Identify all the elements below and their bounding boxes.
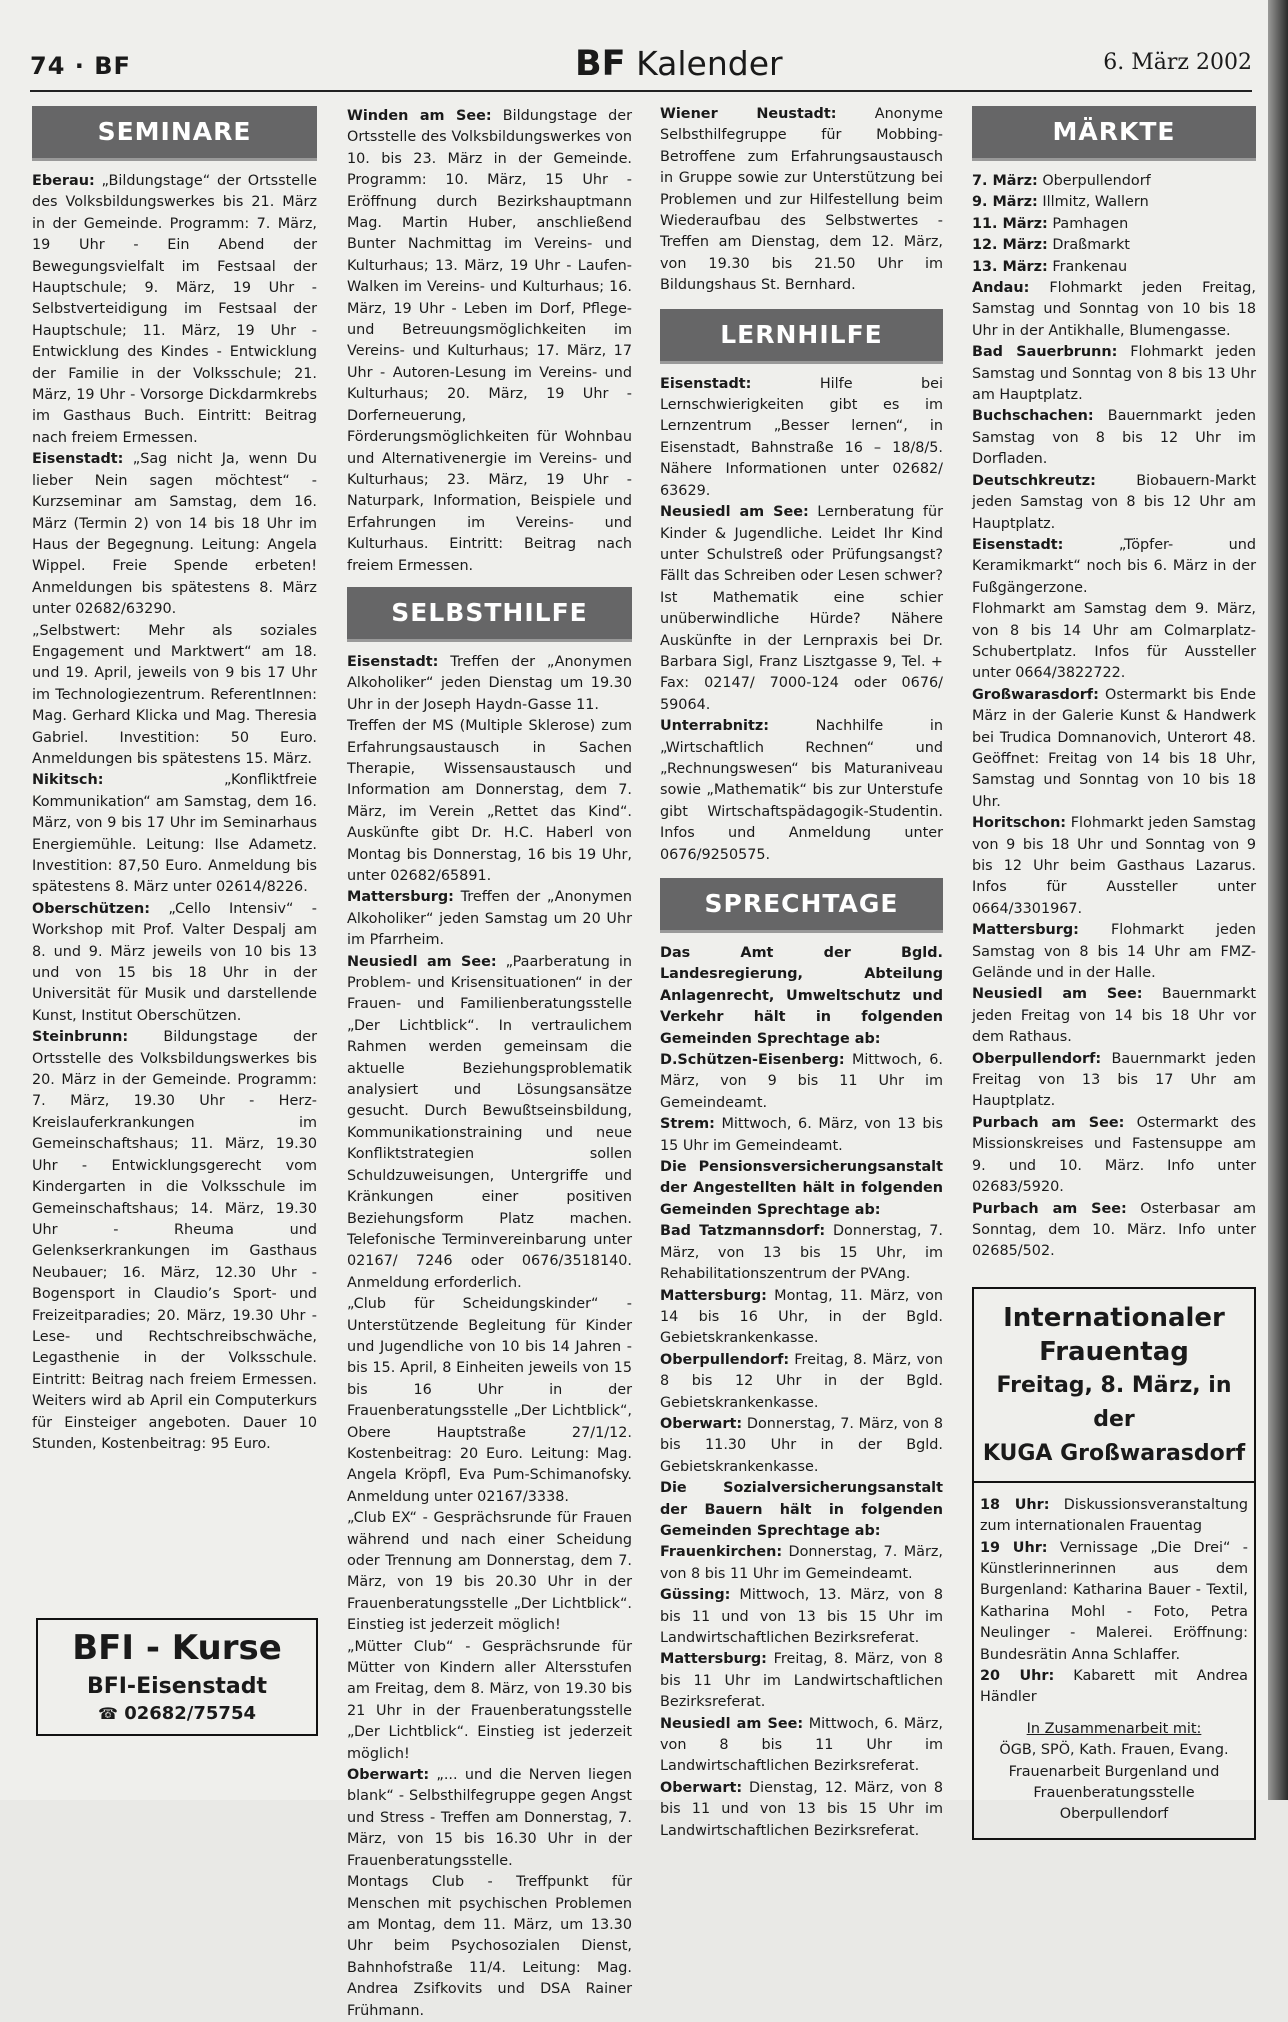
entry — [660, 1114, 943, 1157]
entry — [972, 920, 1256, 984]
entry-place: Großwarasdorf: — [972, 686, 1099, 703]
entry-place: Nikitsch: — [32, 772, 104, 789]
entry — [660, 1286, 943, 1350]
entry-place: Buchschachen: — [972, 408, 1094, 425]
entry — [32, 899, 317, 1027]
entry-place: Horitschon: — [972, 815, 1067, 832]
entry — [660, 1350, 943, 1414]
entry — [660, 1585, 943, 1649]
program-item — [980, 1495, 1248, 1538]
seminare-continued — [347, 106, 632, 577]
entry — [660, 1542, 943, 1585]
entry — [347, 652, 632, 716]
entry — [972, 1199, 1256, 1263]
entry-text: Bildungstage der Ortsstelle des Volksbildungswerkes von 10. bis 23. März in der Gemeinde. Programm: 10. März, 15 Uhr - Eröffnung durch Bezirkshauptmann Mag. Martin Huber, anschließend Bunter Nachmittag im Vereins- und Kulturhaus; 13. März, 19 Uhr - Laufen-Walken im Vereins- und Kulturhaus; 16. März, 19 Uhr - Leben im Dorf, Pflege- und Betreuungsmöglichkeiten im Vereins- und Kulturhaus; 17. März, 17 Uhr - Autoren-Lesung im Vereins- und Kulturhaus; 20. März, 19 Uhr - Dorferneuerung, Förderungsmöglichkeiten für Wohnbau und Alternativenergie im Vereins- und Kulturhaus; 23. März, 19 Uhr - Naturpark, Information, Beispiele und Erfahrungen im Vereins- und Kulturhaus. Eintritt: Beitrag nach freiem Ermessen. — [347, 108, 632, 574]
market-date: 12. März: — [972, 237, 1048, 254]
entry — [660, 374, 943, 502]
column-1 — [32, 104, 317, 1455]
maerkte-dates — [972, 171, 1256, 278]
entry — [660, 716, 943, 866]
selbsthilfe-list — [347, 652, 632, 2022]
market-date: 7. März: — [972, 173, 1038, 189]
bfi-ad-box — [36, 1618, 318, 1736]
column-3 — [660, 104, 943, 1842]
issue-date: 6. März 2002 — [1103, 50, 1252, 75]
entry — [32, 449, 317, 620]
program-item — [980, 1666, 1248, 1709]
entry-text: Flohmarkt jeden Samstag und Sonntag von 8 bis 13 Uhr am Hauptplatz. — [972, 344, 1256, 404]
entry-text: „Selbstwert: Mehr als soziales Engagement und Marktwert“ am 18. und 19. April, jeweils von 9 bis 17 Uhr im Technologiezentrum. ReferentInnen: Mag. Gerhard Klicka und Mag. Theresia Gabriel. Investition: 50 Euro. Anmeldungen bis spätestens 15. März. — [32, 622, 317, 767]
market-date: 11. März: — [972, 215, 1048, 232]
entry-text: Flohmarkt am Samstag dem 9. März, von 8 bis 14 Uhr am Colmarplatz-Schubertplatz. Infos für Aussteller unter 0664/3822722. — [972, 601, 1256, 682]
entry-place: Winden am See: — [347, 108, 492, 124]
frauentag-title: Internationaler Frauentag — [1003, 1302, 1225, 1367]
entry — [660, 1050, 943, 1114]
entry — [347, 106, 632, 577]
entry-place: Unterrabnitz: — [660, 718, 769, 735]
entry-text: Bildungstage der Ortsstelle des Volksbildungswerkes bis 20. März in der Gemeinde. Programm: 7. März, 19.30 Uhr - Herz-Kreislauferkrankungen im Gemeinschaftshaus; 11. März, 19.30 Uhr - Entwicklungsgerecht vom Kindergarten in die Volksschule im Gemeinschaftshaus; 14. März, 19.30 Uhr - Rheuma und Gelenkserkrankungen im Gasthaus Neubauer; 16. März, 12.30 Uhr - Bogensport in Claudio’s Sport- und Freizeitparadies; 20. März, 19.30 Uhr - Lese- und Rechtschreibschwäche, Legasthenie in der Volksschule. Eintritt: Beitrag nach freiem Ermessen. Weiters wird ab April ein Computerkurs für Einsteiger angeboten. Dauer 10 Stunden, Kostenbeitrag: 95 Euro. — [32, 1029, 317, 1452]
selbsthilfe-continued — [660, 104, 943, 297]
entry-place: Eisenstadt: — [32, 451, 124, 468]
entry-text: Donnerstag, 7. März, von 13 bis 15 Uhr, im Rehabilitationszentrum der PVAng. — [660, 1223, 943, 1283]
entry-text: „Cello Intensiv“ - Workshop mit Prof. Valter Despalj am 8. und 9. März jeweils von 10 bis 13 und von 15 bis 18 Uhr in der Universität für Musik und darstellende Kunst, Institut Oberschützen. — [32, 900, 317, 1024]
seminare-list — [32, 171, 317, 1455]
market-date-item — [972, 192, 1256, 213]
frauentag-place: KUGA Großwarasdorf — [982, 1440, 1246, 1466]
entry-place: Mattersburg: — [660, 1287, 767, 1304]
entry-text: Flohmarkt jeden Samstag von 9 bis 18 Uhr und Sonntag von 9 bis 12 Uhr beim Gasthaus Lazarus. Infos für Aussteller unter 0664/3301967. — [972, 815, 1256, 917]
entry-place: Strem: — [660, 1116, 715, 1133]
maerkte-heading: MÄRKTE — [972, 106, 1256, 161]
program-item — [980, 1538, 1248, 1666]
page-title — [575, 44, 783, 84]
entry — [347, 887, 632, 951]
market-town: Frankenau — [1047, 258, 1128, 275]
entry-text: Bauernmarkt jeden Samstag von 8 bis 12 Uhr im Dorfladen. — [972, 408, 1256, 468]
entry-text: Donnerstag, 7. März, von 8 bis 11.30 Uhr in der Bgld. Gebietskrankenkasse. — [660, 1415, 944, 1475]
telephone-icon: ☎ — [97, 1704, 118, 1723]
entry-text: Montags Club - Treffpunkt für Menschen mit psychischen Problemen am Montag, dem 11. März, um 13.30 Uhr beim Psychosozialen Dienst, Bahnhofstraße 11/4. Leitung: Mag. Andrea Zsifkovits und DSA Rainer Frühmann. — [347, 1874, 632, 2019]
entry — [347, 716, 632, 887]
frauentag-program — [974, 1481, 1254, 1838]
lernhilfe-list — [660, 374, 943, 866]
entry — [972, 984, 1256, 1048]
program-time: 18 Uhr: — [980, 1496, 1050, 1513]
entry — [660, 1778, 943, 1842]
entry-place: Mattersburg: — [347, 889, 454, 906]
frauentag-coop — [980, 1719, 1248, 1826]
entry-intro: Das Amt der Bgld. Landesregierung, Abteilung Anlagenrecht, Umweltschutz und Verkehr hält in folgenden Gemeinden Sprechtage ab: — [660, 945, 943, 1047]
entry-place: Purbach am See: — [972, 1114, 1125, 1131]
entry — [972, 278, 1256, 342]
entry — [347, 952, 632, 1295]
entry-text: Bauernmarkt jeden Freitag von 13 bis 17 Uhr am Hauptplatz. — [972, 1050, 1256, 1110]
entry — [32, 1027, 317, 1455]
entry-text: „Konfliktfreie Kommunikation“ am Samstag, dem 16. März, von 9 bis 17 Uhr im Seminarhaus Energiemühle. Leitung: Ilse Adametz. Investition: 87,50 Euro. Anmeldung bis spätestens 8. März unter 02614/8226. — [32, 772, 317, 896]
entry-place: Bad Sauerbrunn: — [972, 344, 1118, 361]
entry — [660, 1414, 943, 1478]
entry — [347, 1508, 632, 1636]
entry-place: Eberau: — [32, 173, 95, 189]
entry — [972, 471, 1256, 535]
entry — [972, 599, 1256, 685]
entry-text: Mittwoch, 6. März, von 8 bis 11 Uhr im Landwirtschaftlichen Bezirksreferat. — [660, 1715, 943, 1775]
seminare-heading: SEMINARE — [32, 106, 317, 161]
entry-text: Donnerstag, 7. März, von 8 bis 11 Uhr im Gemeindeamt. — [660, 1544, 943, 1582]
entry-place: Mattersburg: — [972, 922, 1079, 939]
entry-text: Mittwoch, 6. März, von 13 bis 15 Uhr im Gemeindeamt. — [660, 1116, 943, 1154]
entry-text: „Club für Scheidungskinder“ - Unterstützende Begleitung für Kinder und Jugendliche von 10 bis 14 Jahren - bis 15. April, 8 Einheiten jeweils von 15 bis 16 Uhr in der Frauenberatungsstelle „Der Lichtblick“, Obere Hauptstraße 27/1/12. Kostenbeitrag: 20 Euro. Leitung: Mag. Angela Kröpfl, Eva Pum-Schimanofsky. Anmeldung unter 02167/3338. — [347, 1296, 632, 1505]
entry — [972, 685, 1256, 813]
entry-place: Oberpullendorf: — [660, 1351, 790, 1368]
page-edge-shadow — [1268, 0, 1288, 1800]
entry-place: Oberschützen: — [32, 900, 150, 917]
entry-place: Andau: — [972, 280, 1030, 297]
entry — [660, 1649, 943, 1713]
entry — [660, 104, 943, 297]
bfi-phone-number: 02682/75754 — [124, 1703, 257, 1724]
section-label: Kalender — [636, 44, 783, 83]
entry-intro: Die Pensionsversicherungsanstalt der Angestellten hält in folgenden Gemeinden Sprechtage ab: — [660, 1159, 943, 1218]
column-4 — [972, 104, 1256, 1840]
entry-intro: Die Sozialversicherungsanstalt der Bauern hält in folgenden Gemeinden Sprechtage ab: — [660, 1480, 943, 1539]
frauentag-box — [972, 1287, 1256, 1840]
sprechtage-heading: SPRECHTAGE — [660, 878, 943, 933]
entry-place: Neusiedl am See: — [660, 1715, 804, 1732]
entry-text: Freitag, 8. März, von 8 bis 11 Uhr im Landwirtschaftlichen Bezirksreferat. — [660, 1651, 943, 1711]
entry-place: Güssing: — [660, 1587, 731, 1604]
bfi-title: BFI - Kurse — [72, 1628, 282, 1668]
entry — [972, 342, 1256, 406]
column-2 — [347, 106, 632, 2022]
page-number: 74 · BF — [30, 52, 131, 80]
program-time: 20 Uhr: — [980, 1667, 1055, 1684]
entry-text: Ostermarkt bis Ende März in der Galerie Kunst & Handwerk bei Trudica Domnanovich, Unterort 48. Geöffnet: Freitag von 14 bis 18 Uhr, Samstag und Sonntag von 10 bis 18 Uhr. — [972, 686, 1257, 810]
entry — [660, 1478, 943, 1542]
entry-text: Treffen der „Anonymen Alkoholiker“ jeden Dienstag um 19.30 Uhr in der Joseph Haydn-Gasse 11. — [347, 653, 632, 713]
entry-text: Treffen der MS (Multiple Sklerose) zum Erfahrungsaustausch in Sachen Therapie, Wissensaustausch und Information am Donnerstag, dem 7. März, im Verein „Rettet das Kind“. Auskünfte gibt Dr. H.C. Haberl von Montag bis Donnerstag, 16 bis 19 Uhr, unter 02682/65891. — [347, 718, 632, 884]
bfi-name: BFI-Eisenstadt — [86, 1674, 268, 1699]
sprechtage-list — [660, 943, 943, 1842]
page-header — [30, 44, 1252, 88]
market-date-item — [972, 235, 1256, 256]
entry-text: Montag, 11. März, von 14 bis 16 Uhr, in der Bgld. Gebietskrankenkasse. — [660, 1287, 944, 1347]
frauentag-date: Freitag, 8. März, in der — [996, 1372, 1232, 1432]
market-town: Oberpullendorf — [1037, 173, 1151, 189]
market-town: Draßmarkt — [1047, 237, 1130, 254]
entry — [32, 621, 317, 771]
entry-text: „Bildungstage“ der Ortsstelle des Volksbildungswerkes bis 21. März in der Gemeinde. Programm: 7. März, 19 Uhr - Ein Abend der Bewegungsvielfalt im Festsaal der Hauptschule; 9. März, 19 Uhr - Selbstverteidigung im Festsaal der Hauptschule; 11. März, 19 Uhr - Entwicklung des Kindes - Entwicklung der Familie in der Volksschule; 21. März, 19 Uhr - Vorsorge Dickdarmkrebs im Gasthaus Buch. Eintritt: Beitrag nach freiem Ermessen. — [32, 173, 317, 446]
entry-text: Anonyme Selbsthilfegruppe für Mobbing-Betroffene zum Erfahrungsaustausch in Gruppe sowie zur Unterstützung bei Problemen und zur Hilfestellung beim Wiederaufbau des Selbstwertes - Treffen am Dienstag, dem 12. März, von 19.30 bis 21.50 Uhr im Bildungshaus St. Bernhard. — [660, 106, 943, 294]
entry-text: Flohmarkt jeden Samstag von 8 bis 14 Uhr am FMZ-Gelände und in der Halle. — [972, 922, 1256, 982]
entry-text: Biobauern-Markt jeden Samstag von 8 bis 12 Uhr am Hauptplatz. — [972, 472, 1256, 532]
entry-text: Treffen der „Anonymen Alkoholiker“ jeden Samstag um 20 Uhr im Pfarrheim. — [347, 889, 632, 949]
entry-place: Neusiedl am See: — [972, 986, 1143, 1003]
entry — [660, 1714, 943, 1778]
entry-place: Mattersburg: — [660, 1651, 767, 1668]
header-rule — [30, 90, 1252, 92]
coop-label: In Zusammenarbeit mit: — [1026, 1720, 1202, 1737]
entry-place: Oberpullendorf: — [972, 1050, 1102, 1067]
market-date-item — [972, 214, 1256, 235]
entry — [660, 943, 943, 1050]
entry-text: Mittwoch, 13. März, von 8 bis 11 und von 13 bis 15 Uhr im Landwirtschaftlichen Bezirksreferat. — [660, 1587, 943, 1646]
entry-place: Bad Tatzmannsdorf: — [660, 1223, 826, 1240]
entry — [972, 535, 1256, 599]
entry-place: Eisenstadt: — [660, 375, 752, 392]
entry-place: Eisenstadt: — [972, 536, 1064, 553]
entry — [347, 1637, 632, 1765]
maerkte-list — [972, 278, 1256, 1263]
entry-place: Frauenkirchen: — [660, 1544, 783, 1561]
entry-text: „Töpfer- und Keramikmarkt“ noch bis 6. März in der Fußgängerzone. — [972, 536, 1256, 596]
program-text: Vernissage „Die Drei“ - Künstlerinnerinnen aus dem Burgenland: Katharina Bauer - Textil, Katharina Mohl - Foto, Petra Neulinger - Malerei. Eröffnung: Bundesrätin Anna Schlaffer. — [980, 1539, 1248, 1663]
entry-text: „Club EX“ - Gesprächsrunde für Frauen während und nach einer Scheidung oder Trennung am Donnerstag, dem 7. März, von 19 bis 20.30 Uhr in der Frauenberatungsstelle „Der Lichtblick“. Einstieg ist jederzeit möglich! — [347, 1510, 632, 1634]
entry-place: Oberwart: — [660, 1779, 743, 1796]
coop-text: ÖGB, SPÖ, Kath. Frauen, Evang. Frauenarbeit Burgenland und Frauenberatungsstelle Oberpullendorf — [999, 1742, 1229, 1823]
bfi-phone — [38, 1703, 316, 1724]
entry-place: Wiener Neustadt: — [660, 106, 837, 122]
market-town: Pamhagen — [1047, 215, 1129, 232]
entry-text: „Mütter Club“ - Gesprächsrunde für Mütter von Kindern aller Altersstufen am Freitag, dem 8. März, von 19.30 bis 21 Uhr in der Frauenberatungsstelle „Der Lichtblick“. Einstieg ist jederzeit möglich! — [347, 1638, 632, 1762]
entry — [32, 770, 317, 898]
entry-text: Nachhilfe in „Wirtschaftlich Rechnen“ und „Rechnungswesen“ bis Maturaniveau sowie „Mathematik“ bis zur Unterstufe gibt Wirtschaftspädagogik-Studentin. Infos und Anmeldung unter 0676/9250575. — [660, 718, 943, 863]
entry — [972, 406, 1256, 470]
entry-text: Flohmarkt jeden Freitag, Samstag und Sonntag von 10 bis 18 Uhr in der Antikhalle, Blumengasse. — [972, 280, 1256, 339]
entry-place: Purbach am See: — [972, 1200, 1127, 1217]
entry — [660, 502, 943, 716]
program-time: 19 Uhr: — [980, 1539, 1048, 1556]
market-date-item — [972, 171, 1256, 192]
frauentag-program-list — [980, 1495, 1248, 1709]
selbsthilfe-heading: SELBSTHILFE — [347, 587, 632, 642]
entry-place: Neusiedl am See: — [660, 504, 809, 521]
entry-text: „... und die Nerven liegen blank“ - Selbsthilfegruppe gegen Angst und Stress - Treffen am Donnerstag, 7. März, von 15 bis 16.30 Uhr in der Frauenberatungsstelle. — [347, 1767, 632, 1869]
market-date: 9. März: — [972, 194, 1038, 211]
entry — [347, 1294, 632, 1508]
entry-text: Dienstag, 12. März, von 8 bis 11 und von 13 bis 15 Uhr im Landwirtschaftlichen Bezirksreferat. — [660, 1779, 943, 1839]
entry-text: Osterbasar am Sonntag, dem 10. März. Info unter 02685/502. — [972, 1200, 1256, 1260]
entry-place: Oberwart: — [660, 1415, 743, 1432]
program-text: Kabarett mit Andrea Händler — [980, 1667, 1248, 1706]
market-date-item — [972, 257, 1256, 278]
entry-place: D.Schützen-Eisenberg: — [660, 1052, 845, 1069]
entry-text: „Paarberatung in Problem- und Krisensituationen“ in der Frauen- und Familienberatungsstelle „Der Lichtblick“. In vertraulichem Rahmen werden gemeinsam die aktuelle Beziehungsproblematik analysiert und Lösungsansätze gesucht. Durch Bewußtseinsbildung, Kommunikationstraining und neue Konfliktstrategien sollen Schuldzuweisungen, Untergriffe und Kränkungen einer positiven Beziehungsform Platz machen. Telefonische Terminvereinbarung unter 02167/ 7246 oder 0676/3518140. Anmeldung erforderlich. — [347, 953, 633, 1291]
market-date: 13. März: — [972, 258, 1048, 275]
market-town: Illmitz, Wallern — [1037, 194, 1149, 211]
entry — [347, 1765, 632, 1872]
entry — [972, 1113, 1256, 1199]
entry — [972, 813, 1256, 920]
entry — [660, 1157, 943, 1221]
entry-text: Bauernmarkt jeden Freitag von 14 bis 18 Uhr vor dem Rathaus. — [972, 986, 1257, 1046]
entry-place: Steinbrunn: — [32, 1029, 129, 1046]
lernhilfe-heading: LERNHILFE — [660, 309, 943, 364]
program-text: Diskussionsveranstaltung zum internationalen Frauentag — [980, 1496, 1248, 1535]
entry — [32, 171, 317, 449]
brand-label: BF — [575, 44, 626, 84]
entry-text: Freitag, 8. März, von 8 bis 12 Uhr in der Bgld. Gebietskrankenkasse. — [660, 1351, 944, 1411]
entry-text: Hilfe bei Lernschwierigkeiten gibt es im Lernzentrum „Besser lernen“, in Eisenstadt, Bahnstraße 16 – 18/8/5. Nähere Informationen unter 02682/ 63629. — [660, 375, 943, 499]
entry-text: Ostermarkt des Missionskreises und Fastensuppe am 9. und 10. März. Info unter 02683/5920. — [972, 1114, 1256, 1196]
entry — [972, 1049, 1256, 1113]
entry — [347, 1872, 632, 2022]
entry-text: „Sag nicht Ja, wenn Du lieber Nein sagen möchtest“ - Kurzseminar am Samstag, dem 16. März (Termin 2) von 14 bis 18 Uhr im Haus der Begegnung. Leitung: Angela Wippel. Freie Spende erbeten! Anmeldungen bis spätestens 8. März unter 02682/63290. — [32, 451, 318, 618]
entry-place: Neusiedl am See: — [347, 953, 497, 970]
entry-place: Deutschkreutz: — [972, 472, 1096, 489]
entry-place: Eisenstadt: — [347, 653, 439, 670]
entry — [660, 1221, 943, 1285]
entry-text: Mittwoch, 6. März, von 9 bis 11 Uhr im Gemeindeamt. — [660, 1052, 943, 1111]
entry-place: Oberwart: — [347, 1767, 430, 1784]
entry-text: Lernberatung für Kinder & Jugendliche. Leidet Ihr Kind unter Schulstreß oder Prüfungsangst? Fällt das Schreiben oder Lesen schwer? Ist Mathematik eine schier unüberwindliche Hürde? Nähere Auskünfte in der Lernpraxis bei Dr. Barbara Sigl, Franz Lisztgasse 9, Tel. + Fax: 02147/ 7000-124 oder 0676/ 59064. — [660, 504, 943, 713]
